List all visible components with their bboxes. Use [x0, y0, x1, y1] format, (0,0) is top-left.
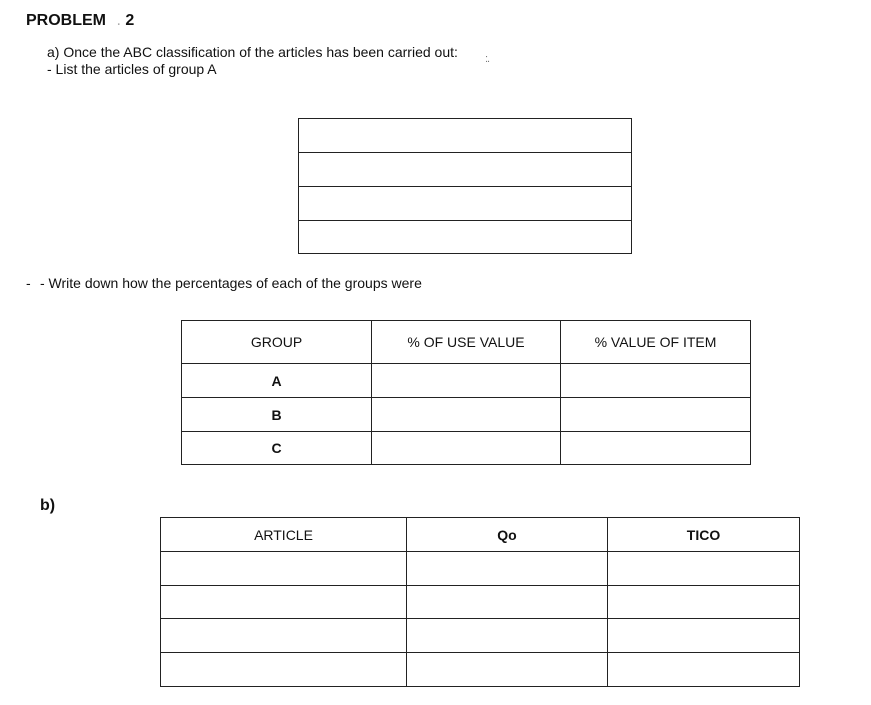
article-cell[interactable]	[161, 586, 407, 619]
header-tico: TICO	[608, 518, 800, 552]
article-cell[interactable]	[161, 653, 407, 687]
percent-prompt: - Write down how the percentages of each of the groups were	[40, 275, 422, 291]
problem-separator: .	[116, 12, 121, 29]
tico-cell[interactable]	[608, 586, 800, 619]
part-b-label: b)	[40, 497, 56, 514]
qo-cell[interactable]	[407, 552, 608, 586]
header-qo: Qo	[407, 518, 608, 552]
problem-number: 2	[125, 12, 135, 29]
group-a-table	[298, 118, 632, 254]
article-table	[160, 517, 800, 687]
problem-label: PROBLEM	[26, 12, 106, 29]
group-b-use-value-cell[interactable]	[372, 398, 561, 432]
header-use-value: % OF USE VALUE	[372, 321, 561, 364]
qo-cell[interactable]	[407, 586, 608, 619]
margin-marks: :.	[485, 53, 490, 65]
group-b-item-value-cell[interactable]	[561, 398, 751, 432]
group-c-label: C	[182, 432, 372, 465]
qo-cell[interactable]	[407, 653, 608, 687]
group-a-answer-cell[interactable]	[299, 153, 632, 187]
group-a-answer-cell[interactable]	[299, 187, 632, 221]
percent-prompt-dash: -	[26, 275, 31, 291]
part-a-instruction: a) Once the ABC classification of the articles has been carried out:	[47, 44, 458, 60]
header-item-value: % VALUE OF ITEM	[561, 321, 751, 364]
header-group: GROUP	[182, 321, 372, 364]
group-c-use-value-cell[interactable]	[372, 432, 561, 465]
percent-table	[181, 320, 751, 465]
group-a-answer-cell[interactable]	[299, 221, 632, 254]
group-a-answer-cell[interactable]	[299, 119, 632, 153]
group-b-label: B	[182, 398, 372, 432]
article-cell[interactable]	[161, 619, 407, 653]
list-group-a-prompt: - List the articles of group A	[47, 61, 217, 77]
tico-cell[interactable]	[608, 653, 800, 687]
group-c-item-value-cell[interactable]	[561, 432, 751, 465]
tico-cell[interactable]	[608, 552, 800, 586]
qo-cell[interactable]	[407, 619, 608, 653]
tico-cell[interactable]	[608, 619, 800, 653]
group-a-item-value-cell[interactable]	[561, 364, 751, 398]
problem-title	[26, 12, 134, 30]
group-a-use-value-cell[interactable]	[372, 364, 561, 398]
group-a-label: A	[182, 364, 372, 398]
article-cell[interactable]	[161, 552, 407, 586]
header-article: ARTICLE	[161, 518, 407, 552]
